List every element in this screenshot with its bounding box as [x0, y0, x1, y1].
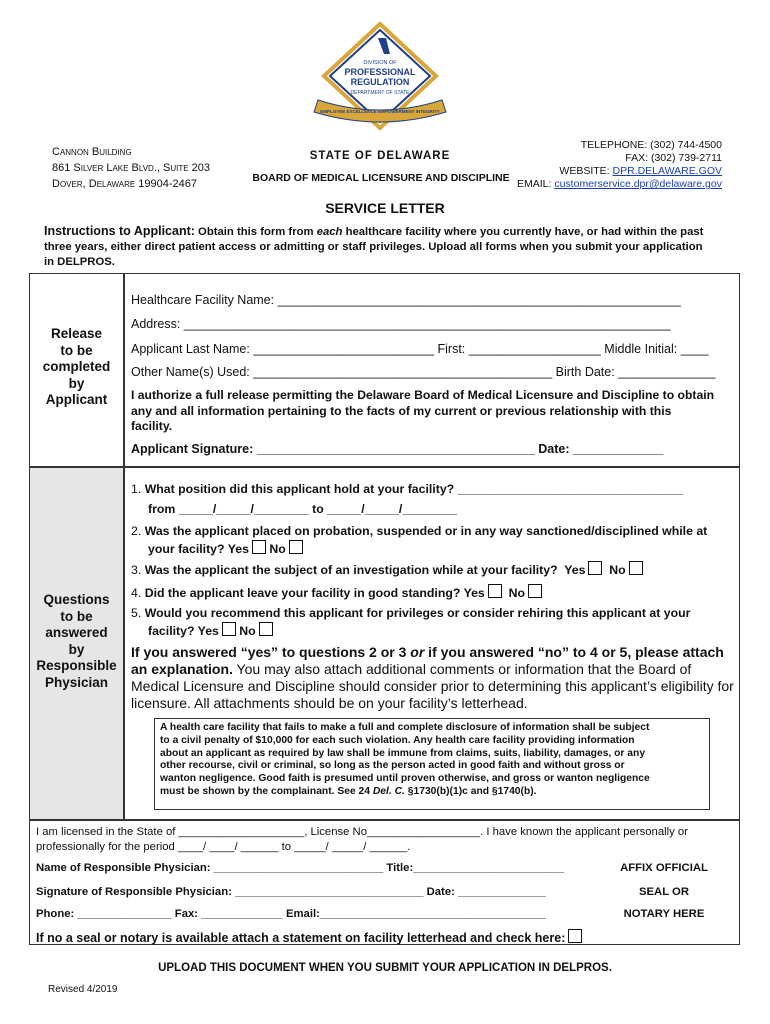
q2-yes-checkbox[interactable]: [252, 540, 266, 554]
question-3: [131, 561, 643, 577]
q4-yes-checkbox[interactable]: [488, 584, 502, 598]
seal-or-line: SEAL OR: [638, 886, 689, 898]
s1-side-2: completed: [42, 359, 111, 374]
explain-n1: You may also attach additional comments or information that the Board of: [232, 661, 692, 677]
question-2: [131, 524, 707, 557]
website-label: WEBSITE:: [559, 165, 613, 177]
q4-yes-label: Yes: [463, 586, 485, 600]
applicant-signature-text: Applicant Signature: ________________________________________ Date: _____________: [131, 442, 664, 456]
contact-block: [517, 139, 722, 191]
notice-line-1: to a civil penalty of $10,000 for each such violation. Any health care facility providing information: [160, 734, 635, 746]
notice-last-b: §1730(b)(1)c and §1740(b).: [404, 785, 537, 797]
address-field[interactable]: Address: ______________________________________________________________________: [131, 317, 671, 331]
affix-seal-text: [594, 862, 734, 920]
state-title: STATE OF DELAWARE: [309, 150, 451, 162]
q3-yes-label: Yes: [564, 563, 586, 577]
q4-num: 4.: [131, 586, 142, 600]
no-seal-statement: [36, 929, 582, 945]
page-title: SERVICE LETTER: [325, 200, 445, 216]
seal-line3: DEPARTMENT OF STATE: [350, 90, 410, 96]
explain-or: or: [410, 644, 425, 660]
divider-vertical: [123, 274, 125, 819]
physician-name-field[interactable]: Name of Responsible Physician: ___________________________ Title:________________________: [36, 862, 565, 874]
s2-side-1: to be: [60, 608, 93, 624]
q3-yes-checkbox[interactable]: [588, 561, 602, 575]
applicant-signature-field[interactable]: [131, 442, 663, 456]
question-1[interactable]: [131, 482, 683, 496]
facility-name-field[interactable]: Healthcare Facility Name: __________________________________________________________: [131, 293, 681, 307]
question-1-dates[interactable]: from _____/_____/________ to _____/_____/________: [148, 502, 458, 516]
auth-line-2: facility.: [131, 419, 173, 433]
section1-label: [30, 326, 123, 409]
s2-side-4: Responsible: [36, 658, 117, 673]
q5-yes-label: Yes: [197, 623, 219, 638]
q2-text-a: Was the applicant placed on probation, suspended or in any way sanctioned/disciplined while at: [144, 524, 708, 538]
q2-num: 2.: [131, 524, 142, 538]
explain-n3: licensure. All attachments should be on your facility’s letterhead.: [131, 695, 528, 711]
explain-b3: an explanation.: [131, 661, 233, 677]
affix-line: AFFIX OFFICIAL: [620, 862, 708, 874]
notice-line-2: about an applicant as required by law shall be immune from claims, suits, liability, damages, or any: [160, 747, 646, 759]
instructions: [44, 224, 734, 270]
period-line: professionally for the period ____/ ____/ ______ to _____/ _____/ ______.: [36, 841, 411, 853]
legal-notice: [154, 718, 710, 810]
instructions-each: each: [316, 226, 343, 238]
s1-side-1: to be: [60, 342, 93, 358]
no-seal-text: If no a seal or notary is available attach a statement on facility letterhead and check here:: [36, 931, 566, 945]
address-line-3: Dover, Delaware 19904-2467: [52, 178, 197, 190]
website-link[interactable]: DPR.DELAWARE.GOV: [612, 165, 722, 177]
explain-n2: Medical Licensure and Discipline should consider prior to determining this applicant’s eligibility for: [131, 678, 734, 694]
other-names-field[interactable]: Other Name(s) Used: ___________________________________________ Birth Date: ______________: [131, 365, 716, 379]
divider-section2: [30, 819, 739, 821]
section2-label: [30, 592, 123, 691]
licensed-line: I am licensed in the State of ____________________, License No__________________. I have known the applicant personally or: [36, 826, 688, 838]
instructions-text-1a: Obtain this form from: [194, 226, 317, 238]
fax: FAX: (302) 739-2711: [625, 152, 722, 164]
q2-yes-label: Yes: [227, 541, 249, 556]
address-block: [52, 144, 210, 192]
physician-contact-field[interactable]: Phone: _______________ Fax: _____________ Email:____________________________________: [36, 908, 547, 920]
q5-no-label: No: [239, 623, 256, 638]
q3-no-checkbox[interactable]: [629, 561, 643, 575]
q5-yes-checkbox[interactable]: [222, 622, 236, 636]
s1-side-3: by: [68, 375, 85, 391]
s2-side-2: answered: [45, 625, 108, 640]
explain-b2: if you answered “no” to 4 or 5, please attach: [424, 644, 724, 660]
explain-b1: If you answered “yes” to questions 2 or 3: [131, 644, 411, 660]
q3-num: 3.: [131, 563, 142, 577]
instructions-label: Instructions to Applicant:: [44, 224, 195, 238]
email-link[interactable]: customerservice.dpr@delaware.gov: [554, 178, 722, 190]
q3-no-label: No: [609, 563, 626, 577]
q5-text-b: facility?: [148, 623, 195, 638]
revised-date: Revised 4/2019: [48, 984, 118, 995]
instructions-line-3: in DELPROS.: [44, 256, 115, 268]
s2-side-3: by: [68, 641, 85, 657]
notice-line-4: wanton negligence. Good faith is presumed until proven otherwise, and gross or wanton negligence: [160, 773, 650, 785]
divider-section1: [30, 466, 739, 468]
s2-side-0: Questions: [43, 592, 110, 607]
email-label: EMAIL:: [516, 178, 555, 190]
notice-last-a: must be shown by the complainant. See 24: [160, 785, 373, 797]
question-5: [131, 606, 690, 639]
q4-text: Did the applicant leave your facility in good standing?: [144, 586, 461, 600]
q1-num: 1.: [131, 482, 142, 496]
license-statement[interactable]: [36, 825, 688, 855]
address-line-1: Cannon Building: [52, 146, 132, 158]
auth-line-1: any and all information pertaining to the facts of my current or previous relationship with this: [131, 403, 672, 418]
q4-no-label: No: [508, 586, 526, 600]
q5-text-a: Would you recommend this applicant for privileges or consider rehiring this applicant at your: [144, 606, 691, 620]
s2-side-5: Physician: [44, 674, 109, 690]
notice-line-3: other recourse, civil or criminal, so long as the person acted in good faith and without gross or: [160, 760, 625, 772]
no-seal-checkbox[interactable]: [568, 929, 582, 943]
q5-no-checkbox[interactable]: [259, 622, 273, 636]
notice-line-0: A health care facility that fails to make a full and complete disclosure of information shall be subject: [160, 722, 650, 733]
upload-notice: UPLOAD THIS DOCUMENT WHEN YOU SUBMIT YOUR APPLICATION IN DELPROS.: [158, 962, 612, 974]
q3-text: Was the applicant the subject of an investigation while at your facility?: [144, 563, 558, 577]
address-line-2: 861 Silver Lake Blvd., Suite 203: [52, 162, 210, 174]
notice-last-i: Del. C.: [372, 785, 405, 797]
q5-num: 5.: [131, 606, 142, 620]
explanation-text: [131, 644, 734, 712]
seal-line1: PROFESSIONAL: [344, 67, 416, 77]
board-title: BOARD OF MEDICAL LICENSURE AND DISCIPLINE: [252, 172, 510, 184]
q2-text-b: your facility?: [148, 541, 225, 556]
instructions-text-1b: healthcare facility where you currently have, or had within the past: [342, 226, 704, 238]
s1-side-4: Applicant: [45, 392, 108, 407]
auth-line-0: I authorize a full release permitting the Delaware Board of Medical Licensure and Discipline to obtain: [131, 388, 715, 402]
seal-top-text: DIVISION OF: [363, 60, 397, 66]
authorization-text: [131, 388, 736, 435]
q2-no-label: No: [269, 541, 286, 556]
seal-ribbon: EMPLOYEE EXCELLENCE EMPOWERMENT INTEGRITY: [320, 109, 440, 114]
telephone: TELEPHONE: (302) 744-4500: [580, 139, 722, 151]
q1-text: What position did this applicant hold at your facility? _________________________________: [144, 482, 684, 496]
question-4: [131, 584, 542, 600]
instructions-line-2: three years, either direct patient access or admitting or staff privileges. Upload all forms when you submit your application: [44, 241, 703, 253]
s1-side-0: Release: [50, 326, 103, 341]
dpr-seal: [300, 20, 460, 148]
notary-line: NOTARY HERE: [623, 908, 705, 920]
seal-line2: REGULATION: [350, 77, 410, 87]
q2-no-checkbox[interactable]: [289, 540, 303, 554]
physician-signature-field[interactable]: Signature of Responsible Physician: ______________________________ Date: ______________: [36, 886, 546, 898]
applicant-name-field[interactable]: Applicant Last Name: __________________________ First: ___________________ Middle Initial: ____: [131, 342, 709, 356]
q4-no-checkbox[interactable]: [528, 584, 542, 598]
